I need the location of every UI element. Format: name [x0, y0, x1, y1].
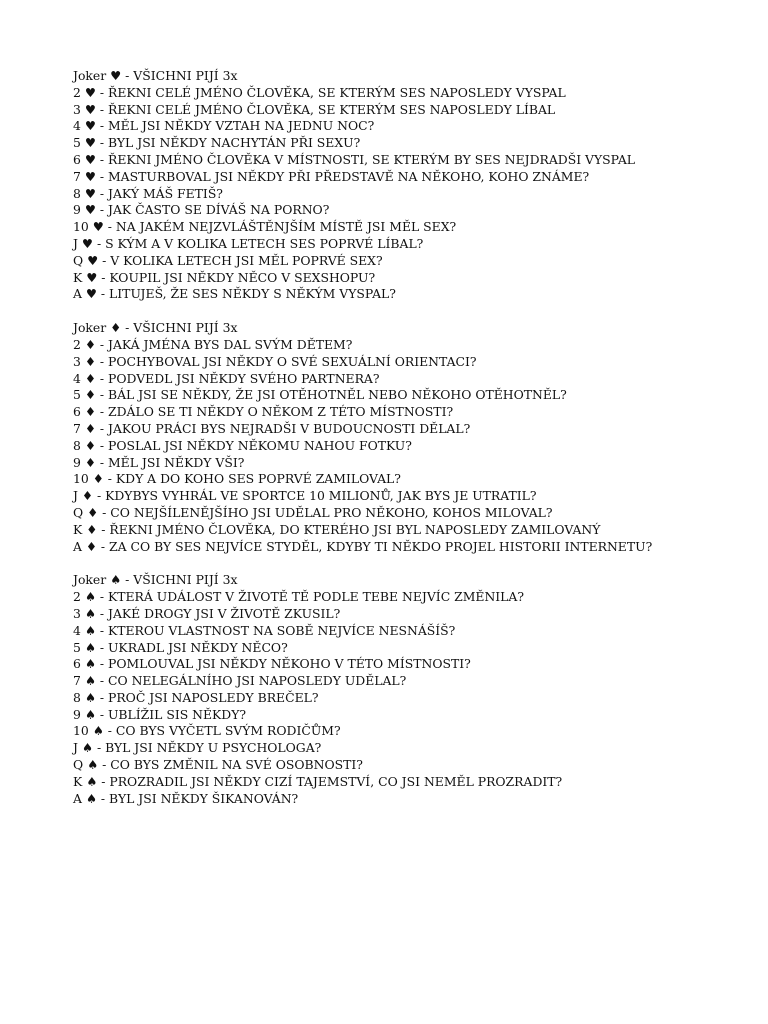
- hearts-8-line: 8 ♥ - JAKÝ MÁŠ FETIŠ?: [73, 185, 223, 201]
- hearts-5-line: 5 ♥ - BYL JSI NĚKDY NACHYTÁN PŘI SEXU?: [73, 135, 361, 151]
- hearts-2-line: 2 ♥ - ŘEKNI CELÉ JMÉNO ČLOVĚKA, SE KTERÝM SES NAPOSLEDY VYSPAL: [73, 84, 566, 100]
- spades-7-line: 7 ♠ - CO NELEGÁLNÍHO JSI NAPOSLEDY UDĚLAL?: [73, 673, 407, 689]
- diamonds-6-line: 6 ♦ - ZDÁLO SE TI NĚKDY O NĚKOM Z TÉTO MÍSTNOSTI?: [73, 404, 454, 420]
- diamonds-j-line: J ♦ - KDYBYS VYHRÁL VE SPORTCE 10 MILIONŮ, JAK BYS JE UTRATIL?: [73, 488, 537, 504]
- hearts-6-line: 6 ♥ - ŘEKNI JMÉNO ČLOVĚKA V MÍSTNOSTI, SE KTERÝM BY SES NEJDRADŠI VYSPAL: [73, 151, 636, 167]
- hearts-9-line: 9 ♥ - JAK ČASTO SE DÍVÁŠ NA PORNO?: [73, 202, 330, 218]
- diamonds-9-line: 9 ♦ - MĚL JSI NĚKDY VŠI?: [73, 454, 245, 470]
- hearts-section: [73, 68, 733, 303]
- spades-10-line: 10 ♠ - CO BYS VYČETL SVÝM RODIČŮM?: [73, 723, 341, 739]
- hearts-3-line: 3 ♥ - ŘEKNI CELÉ JMÉNO ČLOVĚKA, SE KTERÝM SES NAPOSLEDY LÍBAL: [73, 101, 556, 117]
- spades-joker-line: Joker ♠ - VŠICHNI PIJÍ 3x: [73, 572, 238, 588]
- diamonds-3-line: 3 ♦ - POCHYBOVAL JSI NĚKDY O SVÉ SEXUÁLNÍ ORIENTACI?: [73, 353, 477, 369]
- spades-3-line: 3 ♠ - JAKÉ DROGY JSI V ŽIVOTĚ ZKUSIL?: [73, 605, 341, 621]
- spades-q-line: Q ♠ - CO BYS ZMĚNIL NA SVÉ OSOBNOSTI?: [73, 757, 363, 773]
- spades-a-line: A ♠ - BYL JSI NĚKDY ŠIKANOVÁN?: [73, 790, 299, 806]
- hearts-q-line: Q ♥ - V KOLIKA LETECH JSI MĚL POPRVÉ SEX?: [73, 252, 383, 268]
- spades-6-line: 6 ♠ - POMLOUVAL JSI NĚKDY NĚKOHO V TÉTO MÍSTNOSTI?: [73, 656, 471, 672]
- diamonds-4-line: 4 ♦ - PODVEDL JSI NĚKDY SVÉHO PARTNERA?: [73, 370, 380, 386]
- hearts-k-line: K ♥ - KOUPIL JSI NĚKDY NĚCO V SEXSHOPU?: [73, 269, 376, 285]
- hearts-j-line: J ♥ - S KÝM A V KOLIKA LETECH SES POPRVÉ LÍBAL?: [73, 235, 424, 251]
- hearts-4-line: 4 ♥ - MĚL JSI NĚKDY VZTAH NA JEDNU NOC?: [73, 118, 375, 134]
- diamonds-k-line: K ♦ - ŘEKNI JMÉNO ČLOVĚKA, DO KTERÉHO JSI BYL NAPOSLEDY ZAMILOVANÝ: [73, 521, 601, 537]
- spades-j-line: J ♠ - BYL JSI NĚKDY U PSYCHOLOGA?: [73, 740, 322, 756]
- diamonds-section: [73, 320, 733, 555]
- diamonds-q-line: Q ♦ - CO NEJŠÍLENĚJŠÍHO JSI UDĚLAL PRO NĚKOHO, KOHOS MILOVAL?: [73, 504, 553, 520]
- spades-4-line: 4 ♠ - KTEROU VLASTNOST NA SOBĚ NEJVÍCE NESNÁŠÍŠ?: [73, 622, 456, 638]
- diamonds-7-line: 7 ♦ - JAKOU PRÁCI BYS NEJRADŠI V BUDOUCNOSTI DĚLAL?: [73, 420, 471, 436]
- diamonds-8-line: 8 ♦ - POSLAL JSI NĚKDY NĚKOMU NAHOU FOTKU?: [73, 437, 412, 453]
- diamonds-5-line: 5 ♦ - BÁL JSI SE NĚKDY, ŽE JSI OTĚHOTNĚL NEBO NĚKOHO OTĚHOTNĚL?: [73, 387, 567, 403]
- spades-section: [73, 572, 733, 807]
- spades-9-line: 9 ♠ - UBLÍŽIL SIS NĚKDY?: [73, 706, 247, 722]
- document-page: [73, 68, 733, 824]
- diamonds-a-line: A ♦ - ZA CO BY SES NEJVÍCE STYDĚL, KDYBY TI NĚKDO PROJEL HISTORII INTERNETU?: [73, 538, 653, 554]
- diamonds-joker-line: Joker ♦ - VŠICHNI PIJÍ 3x: [73, 320, 238, 336]
- diamonds-10-line: 10 ♦ - KDY A DO KOHO SES POPRVÉ ZAMILOVAL?: [73, 471, 401, 487]
- diamonds-2-line: 2 ♦ - JAKÁ JMÉNA BYS DAL SVÝM DĚTEM?: [73, 336, 353, 352]
- hearts-7-line: 7 ♥ - MASTURBOVAL JSI NĚKDY PŘI PŘEDSTAVĚ NA NĚKOHO, KOHO ZNÁME?: [73, 168, 590, 184]
- hearts-a-line: A ♥ - LITUJEŠ, ŽE SES NĚKDY S NĚKÝM VYSPAL?: [73, 286, 396, 302]
- hearts-10-line: 10 ♥ - NA JAKÉM NEJZVLÁŠTĚNJŠÍM MÍSTĚ JSI MĚL SEX?: [73, 219, 457, 235]
- spades-5-line: 5 ♠ - UKRADL JSI NĚKDY NĚCO?: [73, 639, 288, 655]
- spades-8-line: 8 ♠ - PROČ JSI NAPOSLEDY BREČEL?: [73, 689, 319, 705]
- spades-k-line: K ♠ - PROZRADIL JSI NĚKDY CIZÍ TAJEMSTVÍ, CO JSI NEMĚL PROZRADIT?: [73, 773, 563, 789]
- hearts-joker-line: Joker ♥ - VŠICHNI PIJÍ 3x: [73, 68, 238, 83]
- spades-2-line: 2 ♠ - KTERÁ UDÁLOST V ŽIVOTĚ TĚ PODLE TEBE NEJVÍC ZMĚNILA?: [73, 589, 525, 605]
